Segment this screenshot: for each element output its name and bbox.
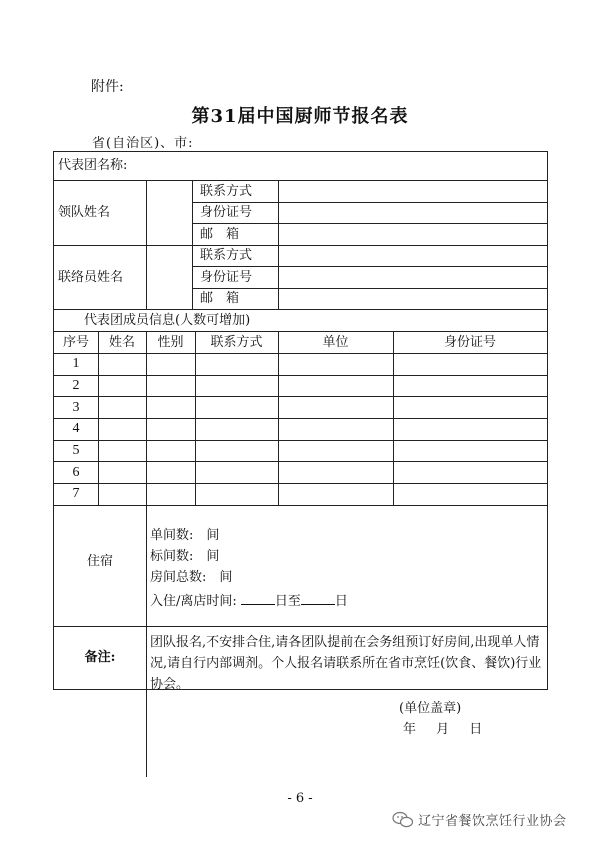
checkin-blank [241, 593, 275, 605]
notes-label: 备注: [84, 650, 116, 665]
column-header-unit: 单位 [322, 335, 349, 350]
form-title: 第31届中国厨师节报名表 [191, 106, 409, 127]
checkin-checkout-field [150, 593, 348, 608]
unit-seal: (单位盖章) [399, 701, 462, 716]
checkin-mid: 日至 [274, 594, 301, 609]
column-header-seq: 序号 [62, 335, 89, 350]
leader-id-label: 身份证号 [200, 205, 253, 220]
column-header-id: 身份证号 [443, 335, 496, 350]
notes-text: 团队报名,不安排合住,请各团队提前在会务组预订好房间,出现单人情况,请自行内部调剂。个人报名请联系所在省市烹饪(饮食、餐饮)行业协会。 [150, 635, 542, 692]
row-number: 6 [72, 465, 80, 480]
column-header-name: 姓名 [108, 335, 135, 350]
wechat-icon [392, 811, 414, 829]
single-rooms-field: 单间数: 间 [150, 528, 220, 543]
checkout-blank [301, 593, 335, 605]
total-rooms-field: 房间总数: 间 [150, 570, 233, 585]
leader-contact-label: 联系方式 [200, 184, 253, 199]
standard-rooms-field: 标间数: 间 [150, 549, 220, 564]
watermark-text: 辽宁省餐饮烹饪行业协会 [418, 814, 567, 829]
row-number: 5 [72, 443, 80, 458]
checkin-prefix: 入住/离店时间: [150, 594, 237, 609]
row-number: 2 [72, 378, 80, 393]
registration-form-table [53, 151, 548, 690]
checkin-suffix: 日 [334, 594, 348, 609]
row-number: 1 [72, 356, 80, 371]
row-number: 7 [72, 486, 80, 501]
row-number: 3 [72, 400, 80, 415]
attachment-label: 附件: [91, 79, 124, 95]
column-header-gender: 性别 [157, 335, 184, 350]
delegation-name-label: 代表团名称: [58, 158, 128, 173]
liaison-name-label: 联络员姓名 [58, 270, 124, 285]
province-line: 省(自治区)、市: [92, 136, 194, 151]
leader-email-label: 邮 箱 [200, 227, 240, 242]
leader-name-label: 领队姓名 [58, 205, 111, 220]
date-line: 年 月 日 [403, 722, 483, 737]
liaison-id-label: 身份证号 [200, 270, 253, 285]
liaison-email-label: 邮 箱 [200, 291, 240, 306]
watermark [392, 810, 567, 829]
row-number: 4 [72, 421, 80, 436]
column-header-contact: 联系方式 [210, 335, 263, 350]
liaison-contact-label: 联系方式 [200, 248, 253, 263]
page-number: - 6 - [287, 791, 313, 806]
members-section-label: 代表团成员信息(人数可增加) [84, 313, 251, 328]
accommodation-label: 住宿 [86, 554, 113, 569]
